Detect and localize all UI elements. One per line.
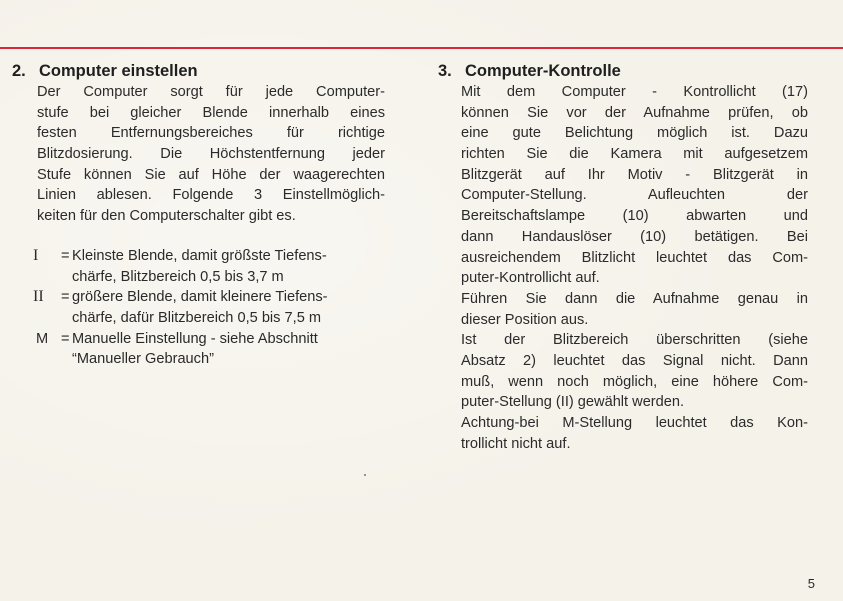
body-line: können Sie vor der Aufnahme prüfen, ob [461, 104, 808, 121]
section-title: Computer einstellen [39, 62, 198, 80]
body-line: Der Computer sorgt für jede Computer- [37, 84, 385, 100]
body-line: dieser Position aus. [461, 311, 589, 328]
body-line: puter-Stellung (II) gewählt werden. [461, 394, 685, 411]
body-line: dann Handauslöser (10) betätigen. Bei [461, 228, 808, 245]
section-title: Computer-Kontrolle [465, 62, 621, 80]
setting-item-m [12, 329, 407, 370]
section-body [12, 82, 385, 227]
body-line: puter-Kontrollicht auf. [461, 270, 600, 287]
body-line: Stufe können Sie auf Höhe der waagerechten [37, 166, 385, 183]
setting-key: II [33, 288, 44, 306]
body-line: Mit dem Computer - Kontrollicht (17) [461, 84, 808, 100]
section-number: 2. [12, 62, 26, 80]
setting-item-ii [12, 287, 407, 328]
body-line: Ist der Blitzbereich überschritten (siehe [461, 332, 808, 349]
section-heading [12, 61, 407, 82]
setting-key: I [33, 246, 39, 264]
section-body [438, 82, 808, 454]
setting-list [12, 246, 407, 370]
paper-speck [364, 474, 366, 476]
setting-item-i [12, 246, 407, 287]
setting-line: Manuelle Einstellung - siehe Abschnitt [72, 330, 318, 347]
body-line: richten Sie die Kamera mit aufgesetzem [461, 146, 808, 163]
body-line: festen Entfernungsbereiches für richtige [37, 125, 385, 142]
section-heading [438, 61, 808, 82]
setting-equals: = [61, 330, 70, 347]
setting-line: größere Blende, damit kleinere Tiefens- [72, 289, 328, 306]
setting-line: chärfe, Blitzbereich 0,5 bis 3,7 m [72, 268, 284, 285]
body-line: stufe bei gleicher Blende innerhalb eines [37, 104, 385, 121]
setting-equals: = [61, 289, 70, 306]
body-line: Blitzgerät auf Ihr Motiv - Blitzgerät in [461, 166, 808, 183]
page-number: 5 [807, 576, 815, 591]
top-red-rule [0, 47, 843, 49]
body-line: Absatz 2) leuchtet das Signal nicht. Dann [461, 352, 808, 369]
body-line: Führen Sie dann die Aufnahme genau in [461, 290, 808, 307]
body-line: eine gute Belichtung möglich ist. Dazu [461, 125, 808, 142]
setting-equals: = [61, 247, 70, 264]
body-line: trollicht nicht auf. [461, 435, 571, 452]
body-line: Computer-Stellung. Aufleuchten der [461, 187, 808, 204]
body-line: ausreichendem Blitzlicht leuchtet das Com- [461, 249, 808, 266]
section-computer-einstellen [12, 61, 407, 370]
setting-key: M [36, 330, 49, 347]
body-line: Achtung-bei M-Stellung leuchtet das Kon- [461, 415, 808, 431]
body-line: Linien ablesen. Folgende 3 Einstellmöglich- [37, 187, 385, 204]
section-computer-kontrolle [438, 61, 808, 454]
setting-line: “Manueller Gebrauch” [72, 351, 214, 368]
body-line: muß, wenn noch möglich, eine höhere Com- [461, 373, 808, 390]
body-line: Blitzdosierung. Die Höchstentfernung jeder [37, 146, 385, 163]
body-line: Bereitschaftslampe (10) abwarten und [461, 208, 808, 225]
setting-line: Kleinste Blende, damit größste Tiefens- [72, 247, 327, 264]
section-number: 3. [438, 62, 452, 80]
body-line: keiten für den Computerschalter gibt es. [37, 208, 296, 225]
setting-line: chärfe, dafür Blitzbereich 0,5 bis 7,5 m [72, 309, 322, 326]
